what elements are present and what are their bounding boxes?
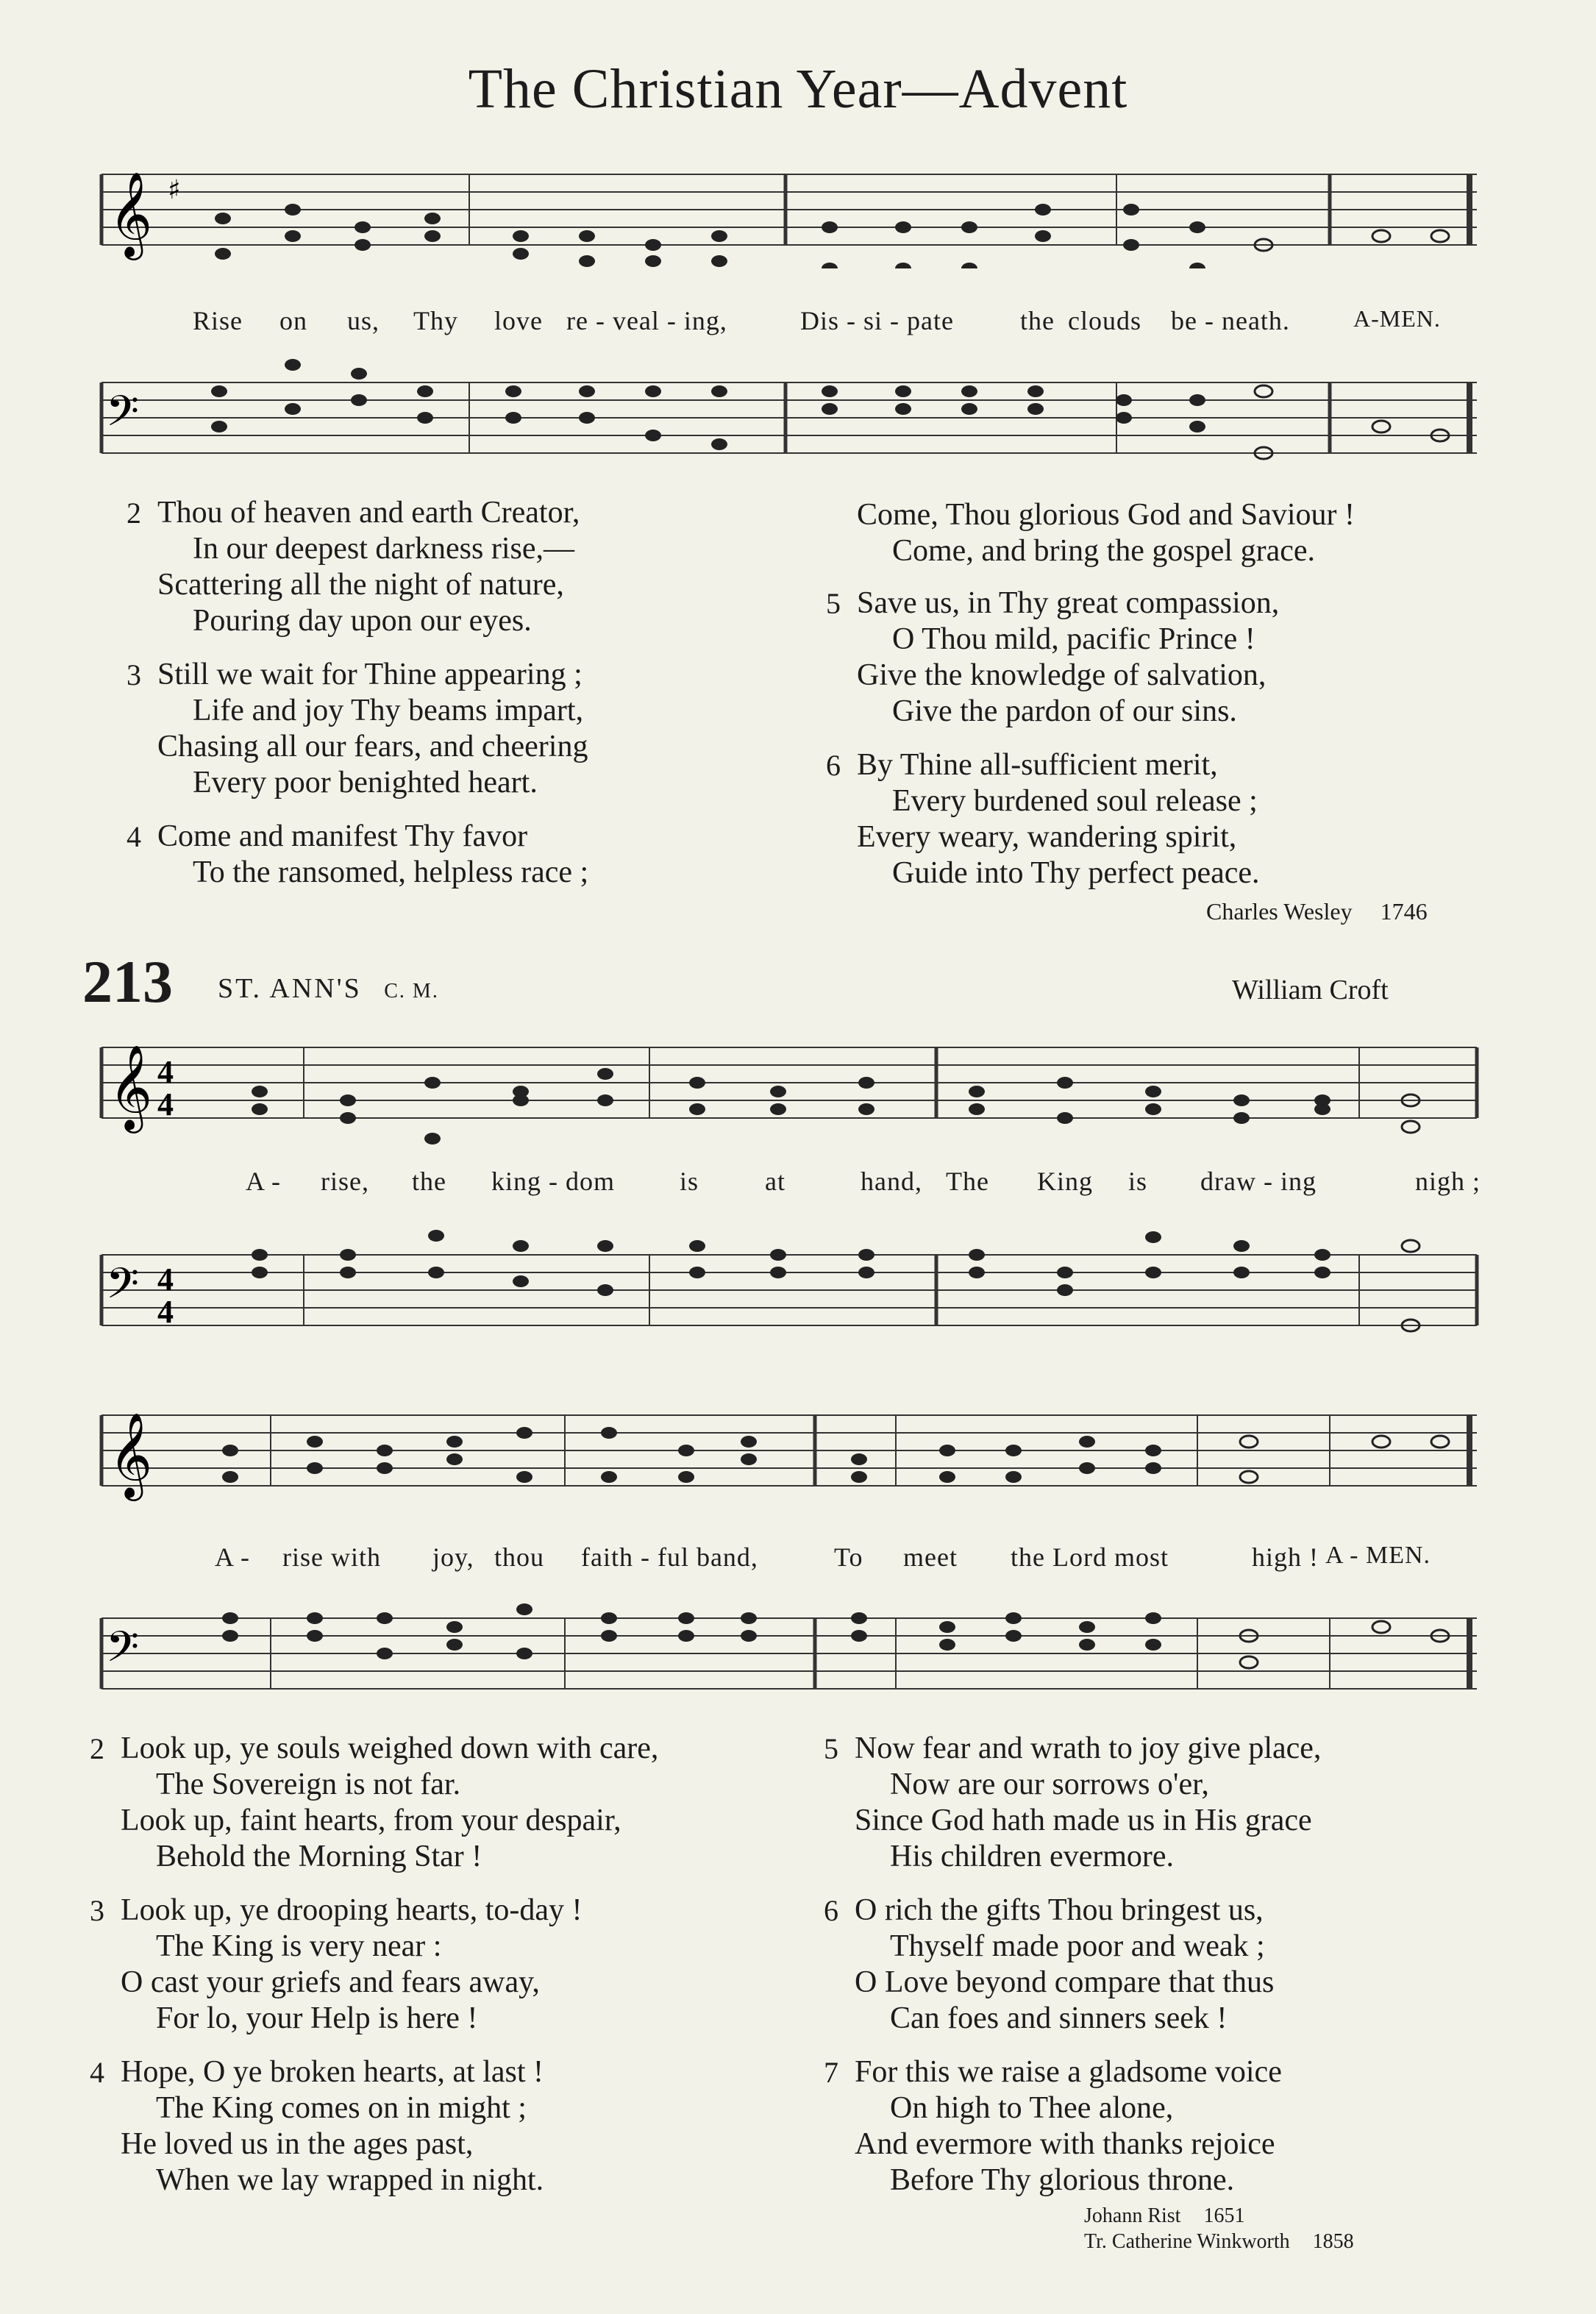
notes [215,204,1449,268]
bass-clef-icon: 𝄢 [106,1259,140,1319]
stanza-line: For lo, your Help is here ! [156,2001,478,2035]
stanza-line: Every weary, wandering spirit, [857,820,1237,854]
stanza-number: 6 [826,749,841,782]
stanza-number: 4 [90,2056,104,2089]
stanza-line: O Thou mild, pacific Prince ! [892,622,1255,656]
lyric-word: be - neath. [1171,306,1290,335]
stanza [824,1731,1322,1875]
time-signature: 4 [157,1054,174,1090]
stanza-line: Come and manifest Thy favor [157,819,528,853]
stanza [127,657,588,801]
hymn-number: 213 [82,948,173,1015]
stanza-line: Look up, ye souls weighed down with care, [121,1731,659,1765]
tune-title: ST. ANN'S [218,973,362,1004]
stanza [127,495,580,639]
hymn213-treble-staff-1 [87,1030,1484,1147]
hymn-author [1206,898,1428,925]
top-bass-staff [87,353,1484,485]
lyric-word: clouds [1068,306,1141,335]
composer: William Croft [1232,975,1389,1005]
lyric-word: To [834,1542,863,1572]
stanza-line: For this we raise a gladsome voice [855,2055,1282,2089]
credit-author [1084,2204,1244,2228]
credit-author-year: 1651 [1203,2204,1245,2227]
stanza-line: When we lay wrapped in night. [156,2163,544,2197]
stanza-number: 3 [127,658,141,691]
stanza-line: Hope, O ye broken hearts, at last ! [121,2055,544,2089]
author-name: Charles Wesley [1206,898,1353,925]
stanza-line: The King is very near : [156,1929,442,1963]
lyric-word: high ! [1252,1542,1319,1572]
lyric-word: Dis - si - pate [800,306,954,335]
stanza-line: By Thine all-sufficient merit, [857,748,1218,782]
stanza-line: Before Thy glorious throne. [890,2163,1235,2197]
stanza-line: Guide into Thy perfect peace. [892,856,1260,890]
lyric-word: joy, [432,1542,474,1572]
stanza-number: 4 [127,820,141,853]
top-treble-staff [87,165,1484,268]
stanza-number: 7 [824,2056,838,2089]
stanza [824,1893,1275,2037]
lyric-word: A-MEN. [1353,305,1441,332]
stanza-line: He loved us in the ages past, [121,2127,474,2161]
stanza-line: Behold the Morning Star ! [156,1840,482,1873]
lyric-word: nigh ; [1415,1167,1481,1196]
stanza-line: In our deepest darkness rise,— [193,532,575,566]
sharp-icon: ♯ [168,175,181,205]
treble-clef-icon: 𝄞 [109,171,153,257]
stanza-line: Save us, in Thy great compassion, [857,586,1280,620]
svg-text:4: 4 [157,1086,174,1122]
stanza-line: Chasing all our fears, and cheering [157,730,588,763]
stanza [90,1731,659,1875]
hymn213-treble-staff-2 [87,1398,1484,1523]
stanza-line: To the ransomed, helpless race ; [193,855,589,889]
hymn213-bass-staff-1 [87,1214,1484,1346]
lyric-word: is [680,1167,699,1196]
bass-clef-icon: 𝄢 [106,1622,140,1682]
stanza-line: Give the pardon of our sins. [892,694,1237,728]
lyric-word: at [765,1167,785,1196]
stanza-line: Now fear and wrath to joy give place, [855,1731,1322,1765]
lyric-word: is [1128,1167,1148,1196]
lyric-word: A - MEN. [1325,1542,1431,1569]
stanza-line: Come, Thou glorious God and Saviour ! [857,498,1355,532]
treble-clef-icon: 𝄞 [109,1044,153,1130]
stanza-line: Now are our sorrows o'er, [890,1767,1209,1801]
lyric-word: re - veal - ing, [566,306,727,335]
lyric-word: us, [347,306,380,335]
stanza-line: Pouring day upon our eyes. [193,604,532,638]
staff-lines [101,174,1477,245]
stanza-line: O rich the gifts Thou bringest us, [855,1893,1264,1927]
credit-translator-name: Tr. Catherine Winkworth [1084,2230,1290,2253]
stanza-line: Since God hath made us in His grace [855,1804,1312,1837]
tune-name [218,972,439,1005]
stanza [826,585,1280,730]
lyric-word: the Lord most [1011,1542,1169,1572]
lyric-word: A - [215,1542,250,1572]
stanza [90,1893,583,2037]
stanza-number: 5 [826,587,841,620]
lyric-word: thou [494,1542,545,1572]
stanza-number: 2 [90,1732,104,1765]
page-title: The Christian Year—Advent [468,58,1128,120]
lyric-word: hand, [861,1167,922,1196]
svg-text:4: 4 [157,1261,174,1297]
stanza-line: And evermore with thanks rejoice [855,2127,1275,2161]
author-year: 1746 [1380,898,1428,925]
stanza-line: His children evermore. [890,1840,1175,1873]
lyric-word: the [1020,306,1055,335]
lyric-word: on [279,306,307,335]
stanza-line: Thou of heaven and earth Creator, [157,496,580,530]
stanza-number: 5 [824,1732,838,1765]
stanza-line: The King comes on in might ; [156,2091,527,2125]
stanza-line: Look up, ye drooping hearts, to-day ! [121,1893,583,1927]
svg-text:4: 4 [157,1294,174,1330]
credit-translator-year: 1858 [1312,2230,1354,2253]
stanza [90,2054,544,2199]
stanza-number: 6 [824,1894,838,1927]
lyric-word: A - [246,1167,281,1196]
lyric-word: rise with [282,1542,381,1572]
stanza-line: Life and joy Thy beams impart, [193,694,584,727]
lyric-word: rise, [321,1167,369,1196]
stanza-number: 3 [90,1894,104,1927]
stanza-line: The Sovereign is not far. [156,1767,461,1801]
lyric-word: king - dom [491,1167,615,1196]
lyric-word: The [946,1167,989,1196]
stanza [857,497,1355,569]
credit-translator [1084,2230,1354,2254]
bass-clef-icon: 𝄢 [106,386,140,446]
stanza-line: Every burdened soul release ; [892,784,1258,818]
stanza-line: On high to Thee alone, [890,2091,1174,2125]
stanza-number: 2 [127,496,141,530]
treble-clef-icon: 𝄞 [109,1411,153,1498]
stanza-line: Come, and bring the gospel grace. [892,534,1315,568]
lyric-word: draw - ing [1200,1167,1317,1196]
stanza [826,747,1260,891]
stanza-line: Every poor benighted heart. [193,766,538,800]
lyric-word: the [412,1167,446,1196]
stanza-line: O Love beyond compare that thus [855,1965,1275,1999]
stanza [127,819,589,891]
stanza-line: Still we wait for Thine appearing ; [157,658,583,691]
lyric-word: meet [903,1542,958,1572]
credit-author-name: Johann Rist [1084,2204,1181,2227]
lyric-word: Rise [193,306,243,335]
stanza-line: O cast your griefs and fears away, [121,1965,540,1999]
lyric-word: love [494,306,543,335]
stanza-line: Can foes and sinners seek ! [890,2001,1228,2035]
stanza-line: Thyself made poor and weak ; [890,1929,1265,1963]
lyric-word: faith - ful band, [581,1542,758,1572]
hymn213-bass-staff-2 [87,1581,1484,1699]
lyric-word: King [1037,1167,1093,1196]
stanza-line: Scattering all the night of nature, [157,568,564,602]
stanza [824,2054,1282,2199]
stanza-line: Look up, faint hearts, from your despair, [121,1804,621,1837]
stanza-line: Give the knowledge of salvation, [857,658,1267,692]
lyric-word: Thy [413,306,458,335]
meter: C. M. [384,980,439,1003]
